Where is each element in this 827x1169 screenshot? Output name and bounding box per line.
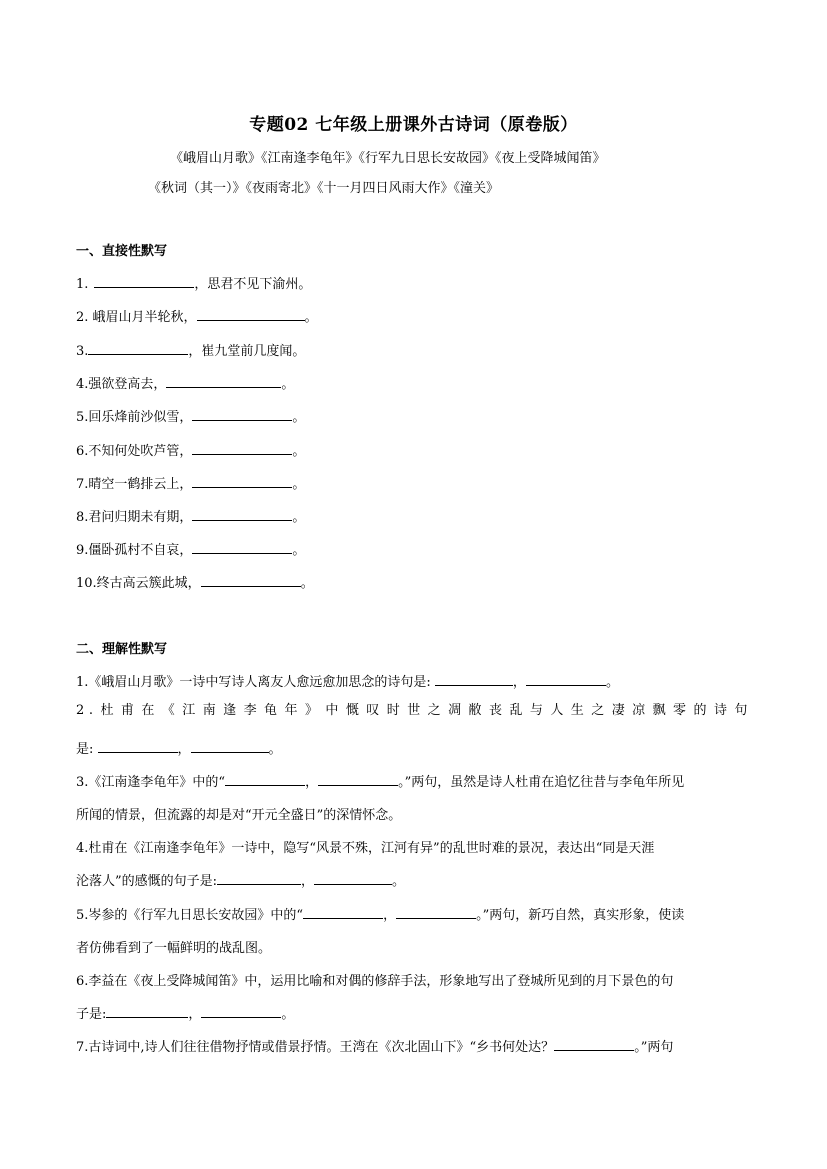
answer-blank[interactable] [98,740,178,753]
question-text: 1.《峨眉山月歌》一诗中写诗人离友人愈远愈加思念的诗句是: [76,675,435,690]
question-line [76,506,305,525]
answer-blank[interactable] [88,342,188,355]
separator: ， [188,1007,202,1022]
question-4-line-1: 4.杜甫在《江南逢李龟年》一诗中，隐写“风景不殊，江河有异”的乱世时难的景况，表达出“同是天涯 [76,841,655,856]
subtitle-poem-list-1: 《峨眉山月歌》《江南逢李龟年》《行军九日思长安故园》《夜上受降城闻笛》 [170,151,606,166]
answer-blank[interactable] [192,408,292,421]
answer-blank[interactable] [192,541,292,554]
question-end: 。 [281,1007,295,1022]
question-prefix: 8.君问归期未有期， [76,510,193,525]
question-end: 。 [605,675,619,690]
question-prefix: 2. 峨眉山月半轮秋， [76,310,197,325]
question-suffix: 。 [292,510,306,525]
answer-blank[interactable] [318,773,398,786]
separator: ， [512,675,526,690]
question-line [76,273,311,292]
section-heading-comprehension-recitation: 二、理解性默写 [76,642,168,657]
separator: ， [383,908,397,923]
question-end: 。 [268,742,282,757]
question-text: 3.《江南逢李龟年》中的“ [76,775,226,790]
question-2-line-1: 2.杜甫在《江南逢李龟年》中慨叹时世之凋敝丧乱与人生之凄凉飘零的诗句 [76,703,752,718]
question-3-line-2: 所闻的情景，但流露的却是对“开元全盛日”的深情怀念。 [76,808,402,823]
question-text: 。”两句，虽然是诗人杜甫在追忆往昔与李龟年所见 [398,775,685,790]
question-line [76,572,314,591]
answer-blank[interactable] [192,475,292,488]
question-5-line-1 [76,904,684,923]
question-suffix: ，思君不见下渝州。 [194,277,312,292]
question-prefix: 7.晴空一鹤排云上， [76,477,193,492]
question-prefix: 10.终古高云簇此城， [76,576,201,591]
question-line [76,406,305,425]
answer-blank[interactable] [225,773,305,786]
question-text: 7.古诗词中,诗人们往往借物抒情或借景抒情。王湾在《次北固山下》“乡书何处达？ [76,1040,555,1055]
question-4-line-2 [76,870,405,889]
question-5-line-2: 者仿佛看到了一幅鲜明的战乱图。 [76,941,272,956]
question-suffix: 。 [281,377,295,392]
question-prefix: 1. [76,277,89,292]
answer-blank[interactable] [166,375,281,388]
question-6-line-1: 6.李益在《夜上受降城闻笛》中，运用比喻和对偶的修辞手法，形象地写出了登城所见到的月下景色的句 [76,974,674,989]
answer-blank[interactable] [554,1038,634,1051]
question-7-line-1 [76,1036,673,1055]
question-suffix: 。 [300,576,314,591]
question-2-line-2 [76,738,282,757]
answer-blank[interactable] [217,872,301,885]
question-prefix: 6.不知何处吹芦管， [76,444,193,459]
question-suffix: 。 [304,310,318,325]
answer-blank[interactable] [396,906,476,919]
question-prefix: 5.回乐烽前沙似雪， [76,410,193,425]
question-prefix: 4.强欲登高去， [76,377,167,392]
answer-blank[interactable] [201,574,301,587]
answer-blank[interactable] [201,1005,281,1018]
question-suffix: ，崔九堂前几度闻。 [188,344,306,359]
answer-blank[interactable] [197,308,305,321]
question-3-line-1 [76,771,684,790]
question-line [76,340,305,359]
question-6-line-2 [76,1003,294,1022]
question-line [76,440,305,459]
answer-blank[interactable] [192,442,292,455]
question-line [76,539,305,558]
question-suffix: 。 [292,477,306,492]
question-line [76,473,305,492]
question-1 [76,671,619,690]
question-suffix: 。 [292,444,306,459]
page-title: 专题02 七年级上册课外古诗词（原卷版） [249,115,578,135]
question-text: 。”两句 [634,1040,674,1055]
answer-blank[interactable] [106,1005,188,1018]
question-text: 是: [76,742,98,757]
question-suffix: 。 [292,543,306,558]
question-end: 。 [392,874,406,889]
question-suffix: 。 [292,410,306,425]
question-prefix: 3. [76,344,89,359]
question-text: 5.岑参的《行军九日思长安故园》中的“ [76,908,304,923]
separator: ， [301,874,315,889]
answer-blank[interactable] [94,275,194,288]
answer-blank[interactable] [314,872,392,885]
subtitle-poem-list-2: 《秋词（其一）》《夜雨寄北》《十一月四日风雨大作》《潼关》 [148,181,500,196]
answer-blank[interactable] [435,673,513,686]
question-line [76,373,294,392]
separator: ， [177,742,191,757]
answer-blank[interactable] [191,740,269,753]
separator: ， [305,775,319,790]
answer-blank[interactable] [303,906,383,919]
answer-blank[interactable] [192,508,292,521]
question-prefix: 9.僵卧孤村不自哀， [76,543,193,558]
section-heading-direct-recitation: 一、直接性默写 [76,244,168,259]
question-text: 沦落人”的感慨的句子是: [76,874,218,889]
answer-blank[interactable] [526,673,606,686]
question-text: 子是: [76,1007,107,1022]
question-text: 。”两句，新巧自然，真实形象，使读 [476,908,685,923]
question-line [76,306,318,325]
